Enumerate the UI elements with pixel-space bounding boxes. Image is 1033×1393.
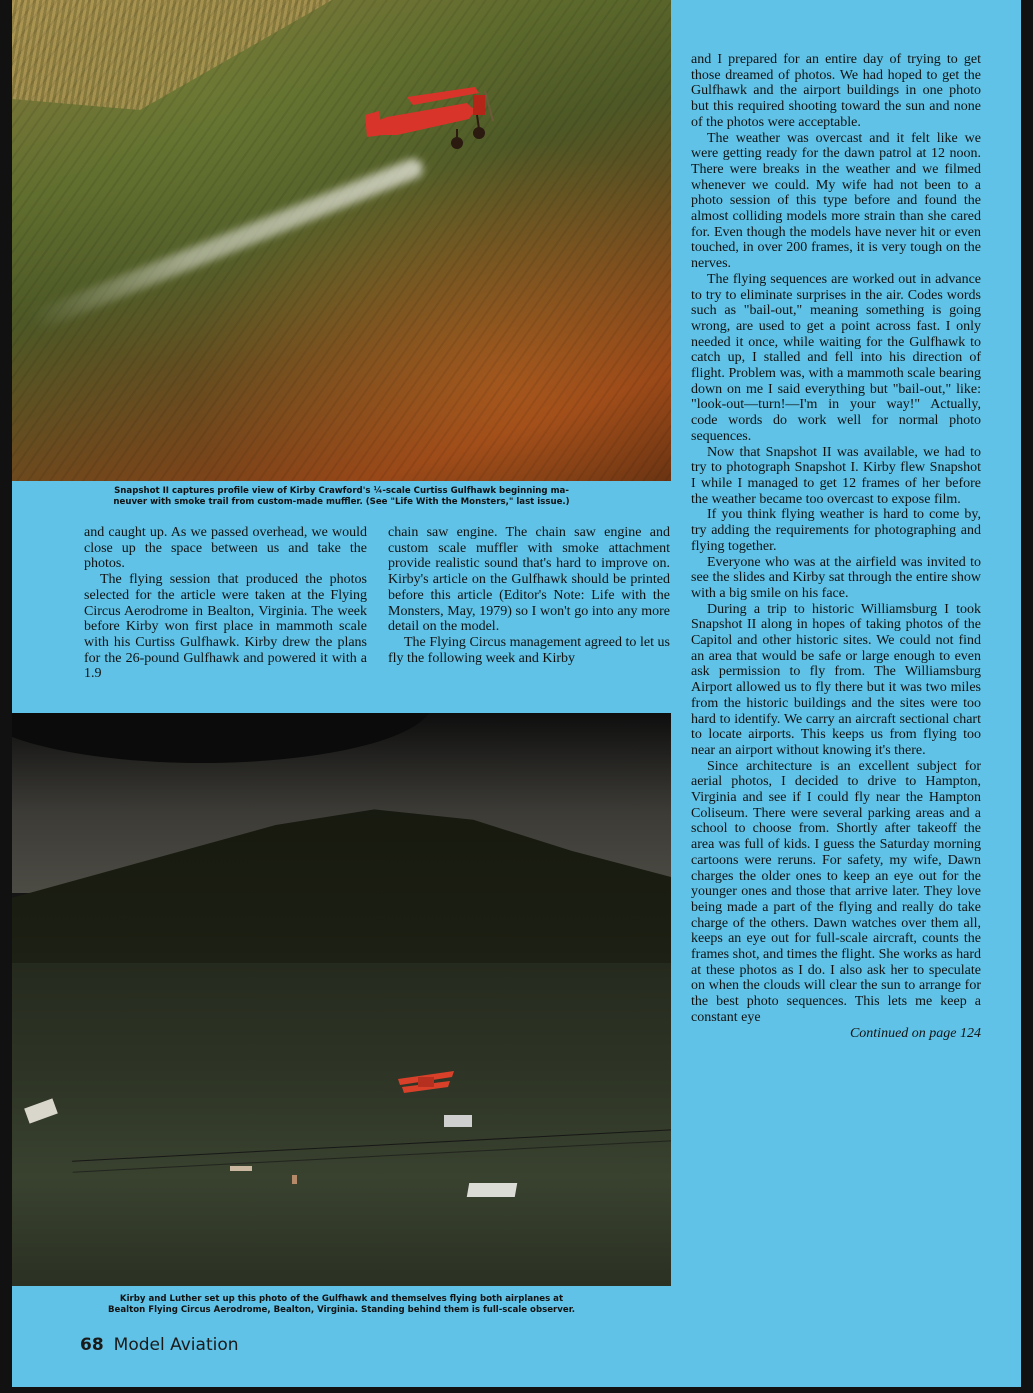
bottom-photo-caption <box>12 1294 671 1316</box>
paragraph: and caught up. As we passed overhead, we would close up the space between us and take the photos. <box>84 525 367 572</box>
page-number: 68 <box>80 1335 104 1355</box>
article-column-3 <box>691 52 981 1041</box>
caption-line: neuver with smoke trail from custom-made muffler. (See "Life With the Monsters," last issue.) <box>113 497 570 507</box>
model-airplane-icon <box>230 1166 252 1171</box>
paragraph: The flying sequences are worked out in advance to try to eliminate surprises in the air. Codes words such as "bail-out," meaning something is going wrong, are used to get a point across fast. I only needed it once, while waiting for the Gulfhawk to catch up, I stalled and fell into his direction of flight. Problem was, with a mammoth scale bearing down on me I said everything but "bail-out," like: "look-out—turn!—I'm in your way!" Actually, code words do work well for normal photo sequences. <box>691 271 981 444</box>
page-footer <box>80 1335 239 1355</box>
continued-line: Continued on page 124 <box>849 1025 981 1041</box>
article-column-1 <box>84 525 367 682</box>
paragraph: The weather was overcast and it felt like we were getting ready for the dawn patrol at 12 noon. There were breaks in the weather and we filmed whenever we could. My wife had not been to a photo session of this type before and found the almost colliding models more strain than she cared for. Even though the models have never hit or even touched, in over 200 frames, it is very tough on the nerves. <box>691 130 981 272</box>
top-photo-caption <box>12 486 671 508</box>
paragraph: If you think flying weather is hard to come by, try adding the requirements for photographing and flying together. <box>691 507 981 554</box>
article-column-2 <box>388 525 670 666</box>
caption-line: Bealton Flying Circus Aerodrome, Bealton, Virginia. Standing behind them is full-scale observer. <box>107 1305 575 1315</box>
paragraph: During a trip to historic Williamsburg I took Snapshot II along in hopes of taking photos of the Capitol and other historic sites. We could not find an area that would be safe or large enough to even ask permission to fly from. The Williamsburg Airport allowed us to fly there but it was two miles from the historic buildings and the sites were too hard to identify. We carry an aircraft sectional chart to locate airports. This keeps us from flying too near an airport without knowing it's there. <box>691 601 981 758</box>
paragraph: Everyone who was at the airfield was invited to see the slides and Kirby sat through the entire show with a big smile on his face. <box>691 554 981 601</box>
airfield-grass <box>12 963 671 1286</box>
observer-figure-icon <box>292 1175 297 1184</box>
photo-gulfhawk-smoke <box>12 0 671 481</box>
field-rows-texture <box>12 0 671 481</box>
van-icon <box>444 1115 472 1127</box>
photo-airfield <box>12 713 671 1286</box>
paragraph: Now that Snapshot II was available, we had to try to photograph Snapshot I. Kirby flew Snapshot I while I managed to get 12 frames of her before the weather became too overcast to expose film. <box>691 444 981 507</box>
caption-line: Snapshot II captures profile view of Kirby Crawford's ¼-scale Curtiss Gulfhawk beginning ma- <box>114 486 569 496</box>
paragraph: The Flying Circus management agreed to let us fly the following week and Kirby <box>388 634 670 666</box>
paragraph: chain saw engine. The chain saw engine and custom scale muffler with smoke attachment provide realistic sound that's hard to improve on. Kirby's article on the Gulfhawk should be printed before this article (Editor's Note: Life with the Monsters, May, 1979) so I won't go into any more detail on the model. <box>388 525 670 635</box>
gulfhawk-biplane-icon <box>396 1069 456 1095</box>
magazine-page <box>12 0 1021 1387</box>
paragraph: and I prepared for an entire day of trying to get those dreamed of photos. We had hoped to get the Gulfhawk and the airport buildings in one photo but this required shooting toward the sun and none of the photos were acceptable. <box>691 52 981 130</box>
caption-line: Kirby and Luther set up this photo of the Gulfhawk and themselves flying both airplanes at <box>119 1294 564 1304</box>
paragraph: Since architecture is an excellent subject for aerial photos, I decided to drive to Hampton, Virginia and see if I could fly near the Hampton Coliseum. There were several parking areas and a school to choose from. Shortly after takeoff the area was full of kids. I guess the Saturday morning cartoons were reruns. For safety, my wife, Dawn charges the older ones to keep an eye out for the younger ones and those that arrive later. They love being made a part of the flying and really do take charge of the others. Dawn watches over them all, keeps an eye out for full-scale aircraft, counts the frames shot, and times the flight. She works as hard at these photos as I do. I also ask her to speculate on when the clouds will clear the sun to arrange for the best photo sequences. This lets me keep a constant eye <box>691 758 981 1025</box>
magazine-name: Model Aviation <box>113 1335 239 1355</box>
white-mat-icon <box>467 1183 517 1197</box>
paragraph: The flying session that produced the photos selected for the article were taken at the Flying Circus Aerodrome in Bealton, Virginia. The week before Kirby won first place in mammoth scale with his Curtiss Gulfhawk. Kirby drew the plans for the 26-pound Gulfhawk and powered it with a 1.9 <box>84 572 367 682</box>
gulfhawk-biplane-icon <box>357 85 507 165</box>
